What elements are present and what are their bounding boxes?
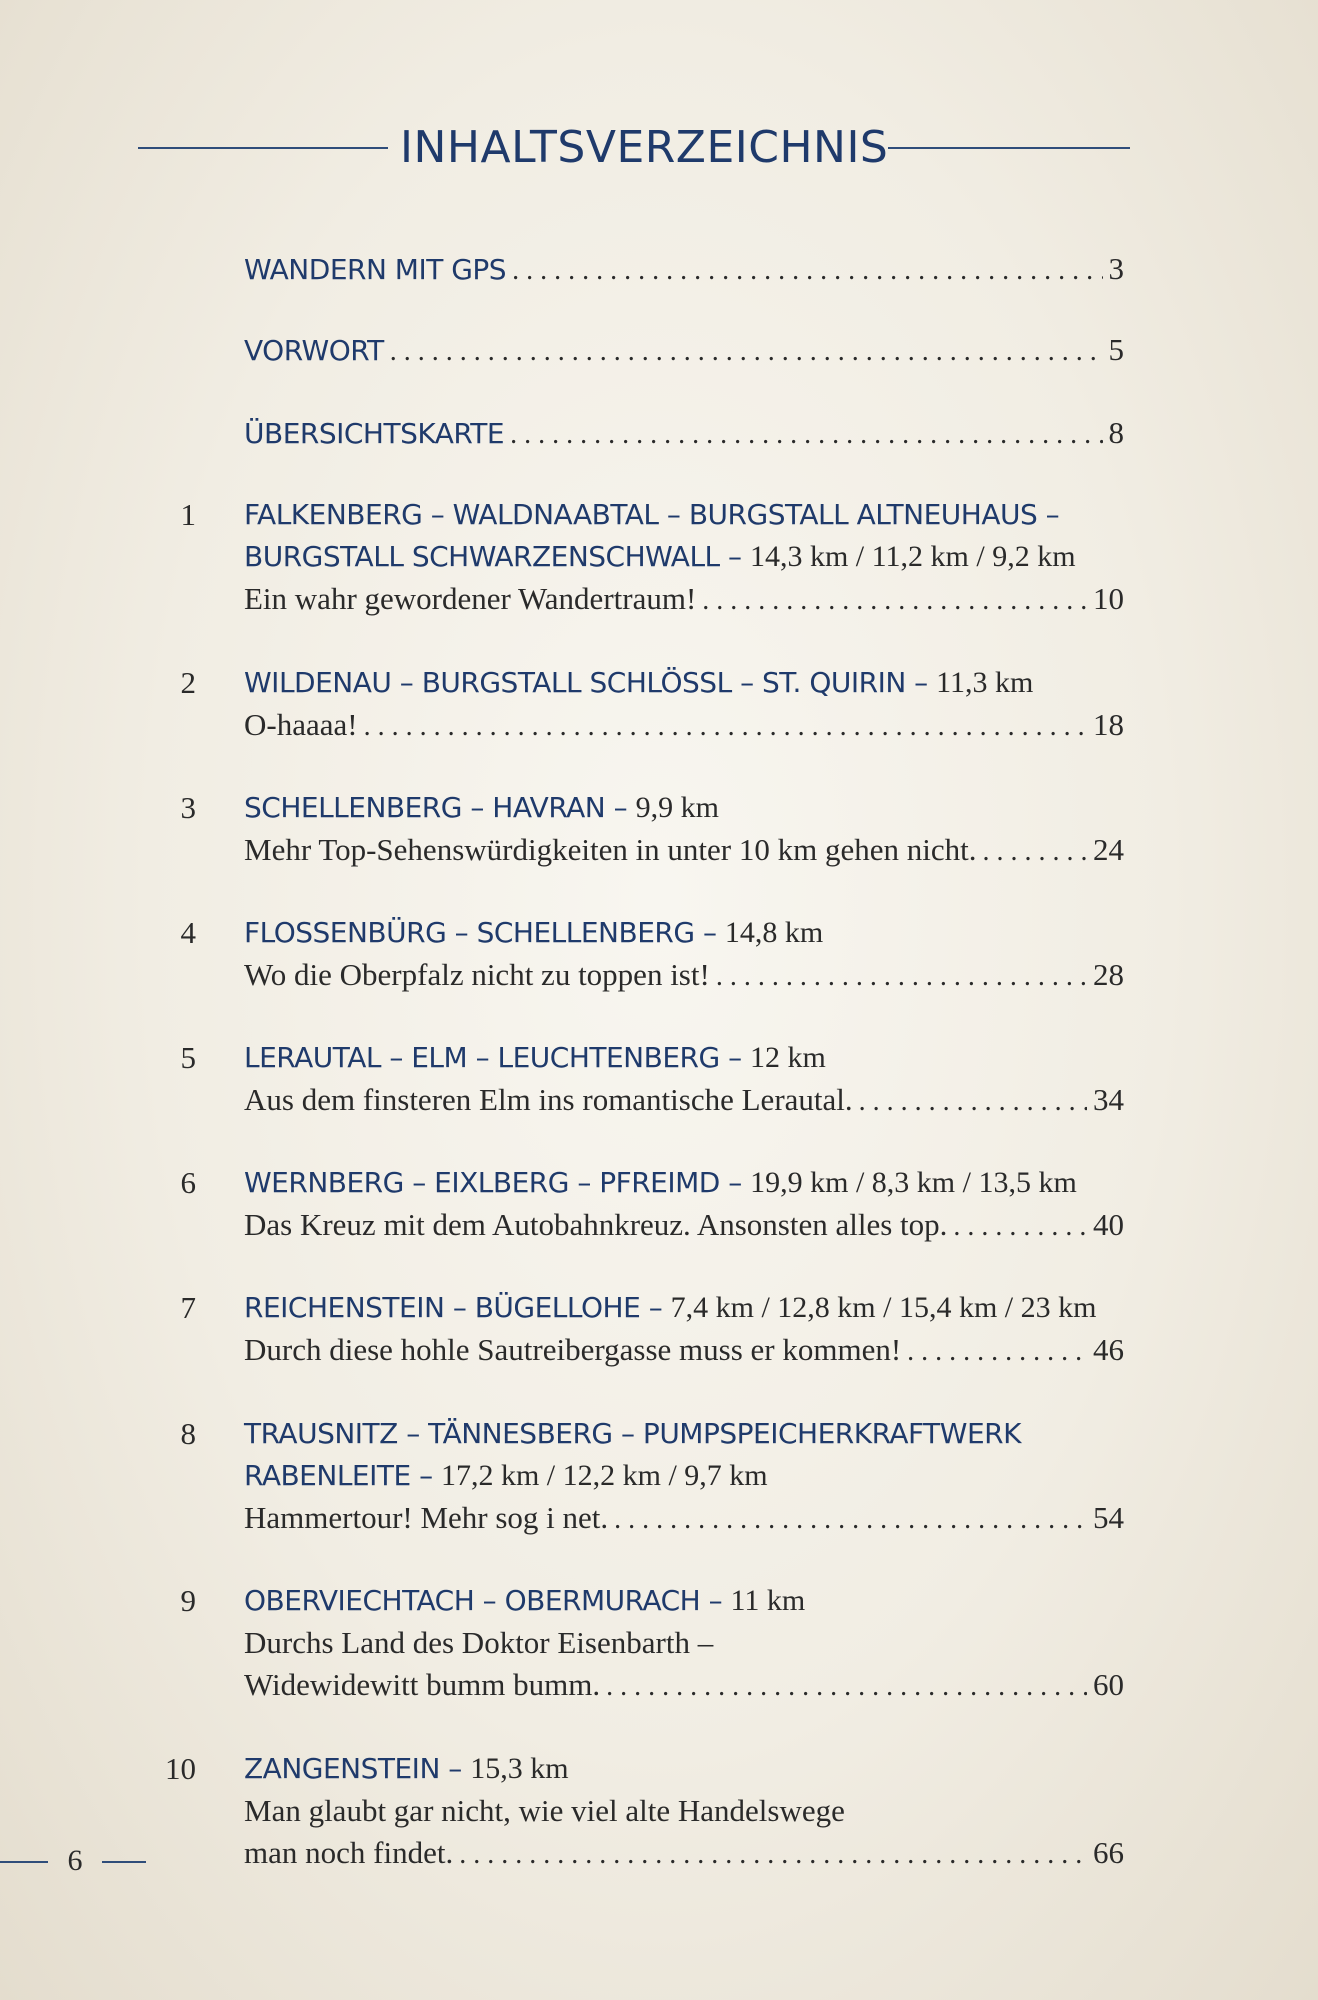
- tour-distance: 7,4 km / 12,8 km / 15,4 km / 23 km: [670, 1291, 1097, 1324]
- tour-title: TRAUSNITZ – TÄNNESBERG – PUMPSPEICHERKRAFTWERK: [244, 1417, 1021, 1450]
- tour-subtitle: Durch diese hohle Sautreibergasse muss er kommen!: [244, 1332, 902, 1367]
- tour-number: 5: [180, 1040, 196, 1075]
- tour-number: 4: [180, 915, 196, 950]
- tour-subtitle: Aus dem finsteren Elm ins romantische Lerautal.: [244, 1082, 853, 1117]
- tour-number: 6: [180, 1165, 196, 1200]
- tour-title-line[interactable]: [244, 536, 1124, 578]
- entry-title: WANDERN MIT GPS: [244, 253, 507, 286]
- tour-title-line[interactable]: [244, 1162, 1124, 1204]
- toc-entry-gps[interactable]: [244, 248, 1124, 290]
- tour-subtitle-line[interactable]: [244, 1204, 1124, 1246]
- tour-number: 10: [165, 1751, 196, 1786]
- entry-page: 60: [1093, 1667, 1124, 1702]
- tour-subtitle-line[interactable]: [244, 704, 1124, 746]
- entry-page: 40: [1093, 1207, 1124, 1242]
- entry-page: 54: [1093, 1500, 1124, 1535]
- tour-subtitle: Hammertour! Mehr sog i net.: [244, 1500, 609, 1535]
- page-title: INHALTSVERZEICHNIS: [400, 122, 889, 173]
- entry-page: 24: [1093, 832, 1124, 867]
- tour-title: RABENLEITE –: [244, 1459, 441, 1492]
- tour-title: FLOSSENBÜRG – SCHELLENBERG –: [244, 916, 725, 949]
- toc-entry-vorwort[interactable]: [244, 329, 1124, 371]
- tour-title: BURGSTALL SCHWARZENSCHWALL –: [244, 540, 750, 573]
- entry-page: 5: [1108, 332, 1124, 367]
- tour-number: 8: [180, 1416, 196, 1451]
- tour-subtitle-line[interactable]: [244, 1664, 1124, 1706]
- entry-page: 28: [1093, 957, 1124, 992]
- toc-entry-uebersichtskarte[interactable]: [244, 412, 1124, 454]
- tour-subtitle: Das Kreuz mit dem Autobahnkreuz. Ansonsten alles top.: [244, 1207, 948, 1242]
- tour-title: SCHELLENBERG – HAVRAN –: [244, 791, 636, 824]
- tour-title: OBERVIECHTACH – OBERMURACH –: [244, 1584, 731, 1617]
- dot-leader: [510, 414, 1102, 456]
- entry-page: 18: [1093, 707, 1124, 742]
- tour-subtitle: Ein wahr gewordener Wandertraum!: [244, 581, 697, 616]
- tour-title-line[interactable]: [244, 1580, 1124, 1622]
- page-number: 6: [67, 1844, 83, 1877]
- tour-number: 9: [180, 1583, 196, 1618]
- footer-rule-left: [0, 1861, 48, 1863]
- tour-title-line[interactable]: [244, 1455, 1124, 1497]
- tour-distance: 15,3 km: [470, 1752, 569, 1785]
- tour-number: 7: [180, 1290, 196, 1325]
- tour-subtitle: Mehr Top-Sehenswürdigkeiten in unter 10 km gehen nicht.: [244, 832, 977, 867]
- tour-number: 3: [180, 790, 196, 825]
- tour-distance: 9,9 km: [635, 791, 719, 824]
- tour-title-line[interactable]: [244, 494, 1124, 536]
- tour-distance: 14,8 km: [724, 916, 824, 949]
- entry-page: 10: [1093, 581, 1124, 616]
- tour-title: FALKENBERG – WALDNAABTAL – BURGSTALL ALTNEUHAUS –: [244, 498, 1060, 531]
- page-footer: [0, 1840, 160, 1882]
- tour-subtitle: man noch findet.: [244, 1835, 454, 1870]
- tour-subtitle-line[interactable]: [244, 1497, 1124, 1539]
- tour-subtitle-line[interactable]: [244, 829, 1124, 871]
- entry-page: 8: [1108, 415, 1124, 450]
- tour-subtitle-line[interactable]: [244, 578, 1124, 620]
- tour-title: WERNBERG – EIXLBERG – PFREIMD –: [244, 1166, 751, 1199]
- entry-page: 34: [1093, 1082, 1124, 1117]
- tour-subtitle-line[interactable]: [244, 1832, 1124, 1874]
- dot-leader: [716, 956, 1087, 998]
- heading-rule-right: [888, 147, 1130, 149]
- tour-distance: 19,9 km / 8,3 km / 13,5 km: [750, 1166, 1077, 1199]
- tour-title-line[interactable]: [244, 1287, 1124, 1329]
- tour-title: ZANGENSTEIN –: [244, 1752, 471, 1785]
- entry-page: 66: [1093, 1835, 1124, 1870]
- tour-distance: 17,2 km / 12,2 km / 9,7 km: [440, 1459, 768, 1492]
- tour-subtitle-line[interactable]: [244, 1622, 1124, 1664]
- tour-subtitle: Man glaubt gar nicht, wie viel alte Handelswege: [244, 1793, 845, 1828]
- dot-leader: [907, 1331, 1087, 1373]
- tour-title-line[interactable]: [244, 912, 1124, 954]
- tour-title-line[interactable]: [244, 1748, 1124, 1790]
- tour-title-line[interactable]: [244, 1413, 1124, 1455]
- dot-leader: [953, 1206, 1087, 1248]
- tour-title-line[interactable]: [244, 662, 1124, 704]
- dot-leader: [459, 1834, 1087, 1876]
- tour-subtitle-line[interactable]: [244, 1079, 1124, 1121]
- tour-title-line[interactable]: [244, 787, 1124, 829]
- tour-subtitle: Durchs Land des Doktor Eisenbarth –: [244, 1625, 714, 1660]
- heading-rule-left: [138, 147, 388, 149]
- tour-distance: 14,3 km / 11,2 km / 9,2 km: [749, 540, 1076, 573]
- tour-title: LERAUTAL – ELM – LEUCHTENBERG –: [244, 1041, 750, 1074]
- tour-number: 1: [180, 497, 196, 532]
- tour-title: REICHENSTEIN – BÜGELLOHE –: [244, 1291, 671, 1324]
- entry-page: 46: [1093, 1332, 1124, 1367]
- toc-heading: [138, 118, 1130, 178]
- tour-subtitle-line[interactable]: [244, 1790, 1124, 1832]
- tour-distance: 11,3 km: [936, 666, 1034, 699]
- tour-distance: 11 km: [730, 1584, 806, 1617]
- tour-distance: 12 km: [749, 1041, 826, 1074]
- footer-rule-right: [102, 1861, 146, 1863]
- dot-leader: [702, 580, 1087, 622]
- tour-subtitle: Widewidewitt bumm bumm.: [244, 1667, 601, 1702]
- dot-leader: [390, 331, 1103, 373]
- dot-leader: [859, 1081, 1087, 1123]
- entry-title: ÜBERSICHTSKARTE: [244, 417, 505, 450]
- dot-leader: [512, 250, 1102, 292]
- dot-leader: [364, 706, 1087, 748]
- entry-page: 3: [1108, 251, 1124, 286]
- entry-title: VORWORT: [244, 334, 384, 367]
- tour-subtitle: O-haaaa!: [244, 707, 358, 742]
- tour-number: 2: [180, 665, 196, 700]
- dot-leader: [606, 1666, 1087, 1708]
- tour-title: WILDENAU – BURGSTALL SCHLÖSSL – ST. QUIRIN –: [244, 666, 937, 699]
- tour-title-line[interactable]: [244, 1037, 1124, 1079]
- tour-subtitle-line[interactable]: [244, 1329, 1124, 1371]
- dot-leader: [614, 1499, 1087, 1541]
- tour-subtitle: Wo die Oberpfalz nicht zu toppen ist!: [244, 957, 710, 992]
- dot-leader: [983, 831, 1088, 873]
- tour-subtitle-line[interactable]: [244, 954, 1124, 996]
